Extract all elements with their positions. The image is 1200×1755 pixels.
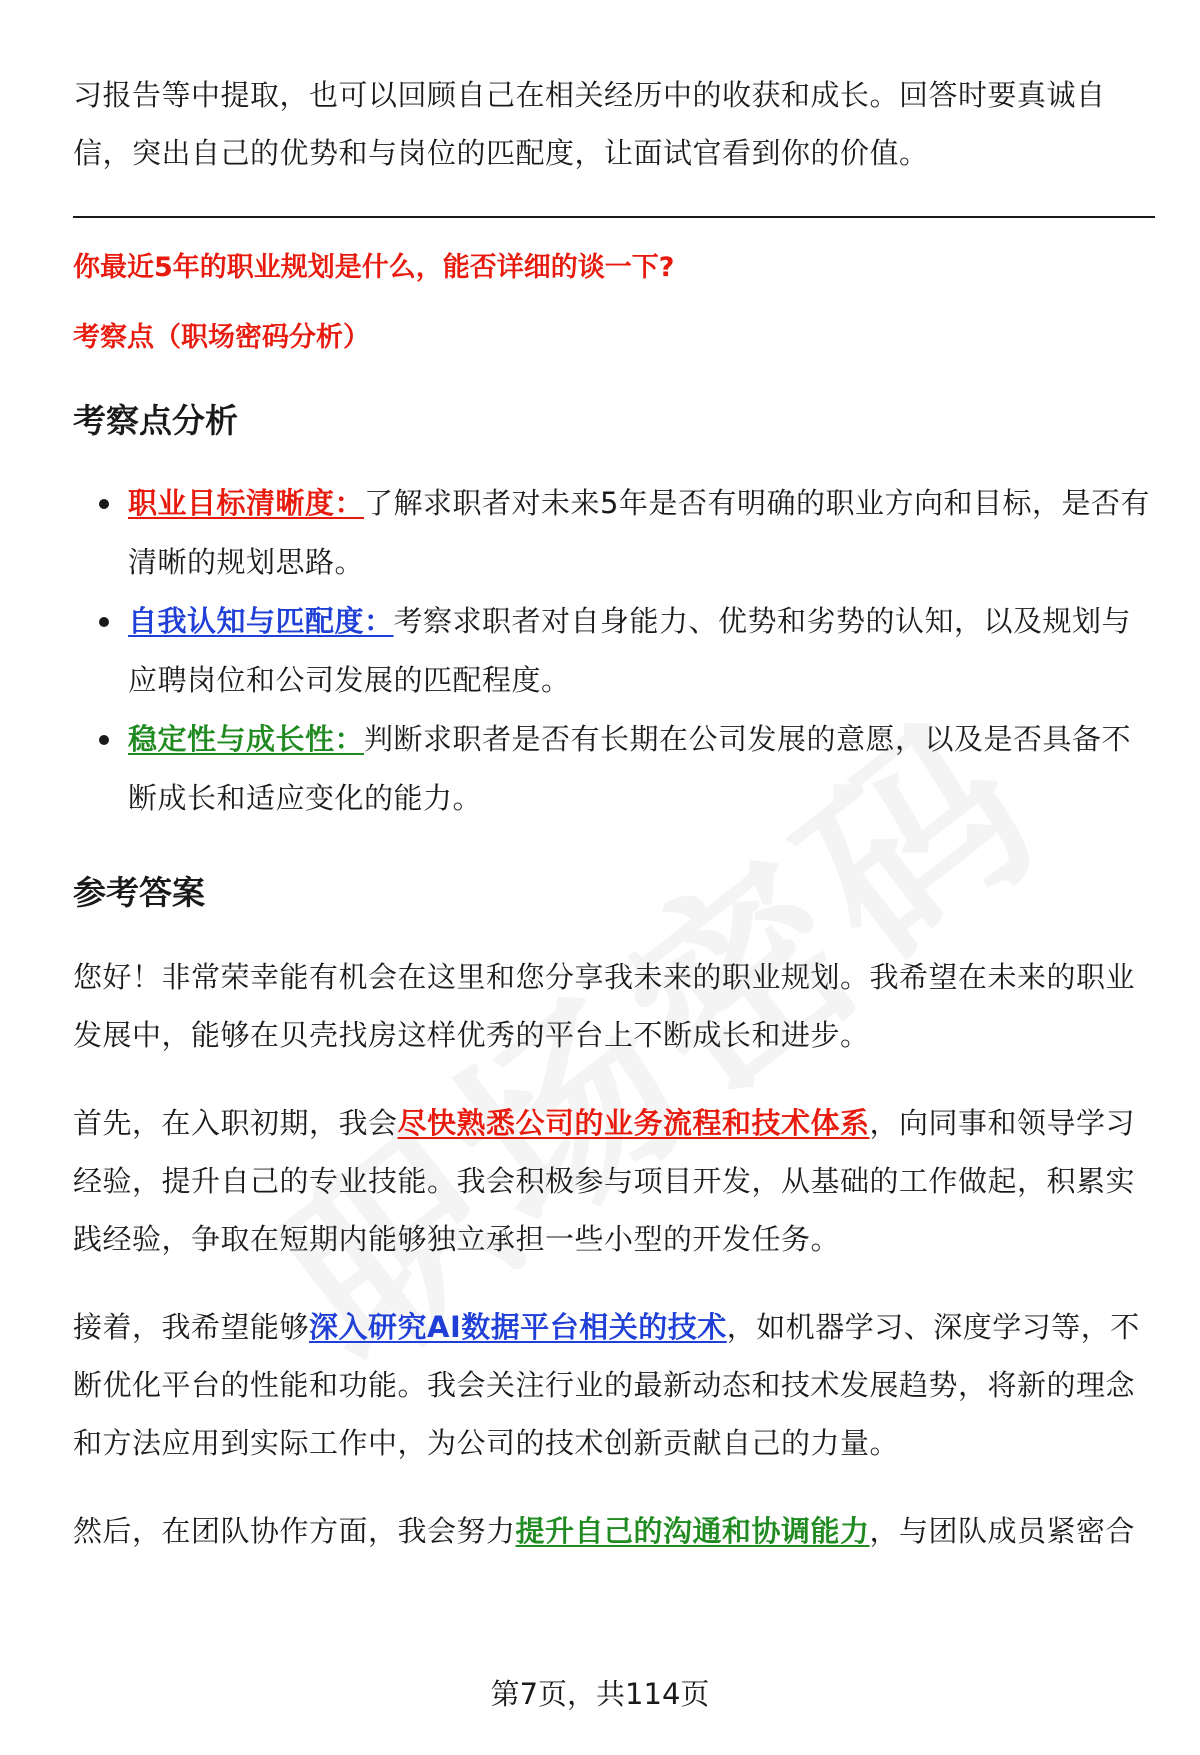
answer-heading: 参考答案 bbox=[73, 873, 205, 912]
analysis-point bbox=[73, 474, 1153, 592]
analysis-point-text: 判断求职者是否有长期在公司发展的意愿，以及是否具备不断成长和适应变化的能力。 bbox=[128, 722, 1132, 815]
answer-paragraph bbox=[73, 1298, 1153, 1472]
answer-paragraph: 您好！非常荣幸能有机会在这里和您分享我未来的职业规划。我希望在未来的职业发展中，能够在贝壳找房这样优秀的平台上不断成长和进步。 bbox=[73, 960, 1136, 1052]
analysis-point-label: 职业目标清晰度： bbox=[128, 486, 365, 520]
analysis-point-text: 了解求职者对未来5年是否有明确的职业方向和目标，是否有清晰的规划思路。 bbox=[128, 486, 1150, 579]
bullet-icon bbox=[99, 735, 109, 745]
answer-paragraph bbox=[73, 1094, 1153, 1268]
question-title: 你最近5年的职业规划是什么，能否详细的谈一下? bbox=[73, 252, 675, 283]
analysis-heading: 考察点分析 bbox=[73, 401, 238, 440]
analysis-point-label: 自我认知与匹配度： bbox=[128, 604, 394, 638]
answer-text: ，与团队成员紧密合 bbox=[869, 1514, 1136, 1548]
answer-text: 然后，在团队协作方面，我会努力 bbox=[73, 1514, 516, 1548]
analysis-point bbox=[73, 710, 1153, 828]
bullet-icon bbox=[99, 617, 109, 627]
answer-text: 首先，在入职初期，我会 bbox=[73, 1106, 398, 1140]
answer-highlight: 提升自己的沟通和协调能力 bbox=[515, 1514, 870, 1548]
answer-text: ，向同事和领导学习经验，提升自己的专业技能。我会积极参与项目开发，从基础的工作做起，积累实践经验，争取在短期内能够独立承担一些小型的开发任务。 bbox=[73, 1106, 1136, 1256]
analysis-point-text: 考察求职者对自身能力、优势和劣势的认知，以及规划与应聘岗位和公司发展的匹配程度。 bbox=[128, 604, 1132, 697]
bullet-icon bbox=[99, 499, 109, 509]
page-content bbox=[73, 66, 1153, 1560]
answer-text: ，如机器学习、深度学习等，不断优化平台的性能和功能。我会关注行业的最新动态和技术发展趋势，将新的理念和方法应用到实际工作中，为公司的技术创新贡献自己的力量。 bbox=[73, 1310, 1140, 1460]
answer-text: 接着，我希望能够 bbox=[73, 1310, 310, 1344]
page-number: 第7页，共114页 bbox=[490, 1677, 710, 1711]
section-divider bbox=[73, 216, 1155, 218]
analysis-points-list bbox=[73, 474, 1153, 828]
answer-paragraph bbox=[73, 1502, 1153, 1560]
intro-paragraph: 习报告等中提取，也可以回顾自己在相关经历中的收获和成长。回答时要真诚自信，突出自己的优势和与岗位的匹配度，让面试官看到你的价值。 bbox=[73, 78, 1106, 170]
analysis-point-label: 稳定性与成长性： bbox=[128, 722, 365, 756]
exam-point-tag: 考察点（职场密码分析） bbox=[73, 322, 370, 353]
answer-highlight: 尽快熟悉公司的业务流程和技术体系 bbox=[397, 1106, 870, 1140]
answer-highlight: 深入研究AI数据平台相关的技术 bbox=[309, 1310, 727, 1344]
analysis-point bbox=[73, 592, 1153, 710]
